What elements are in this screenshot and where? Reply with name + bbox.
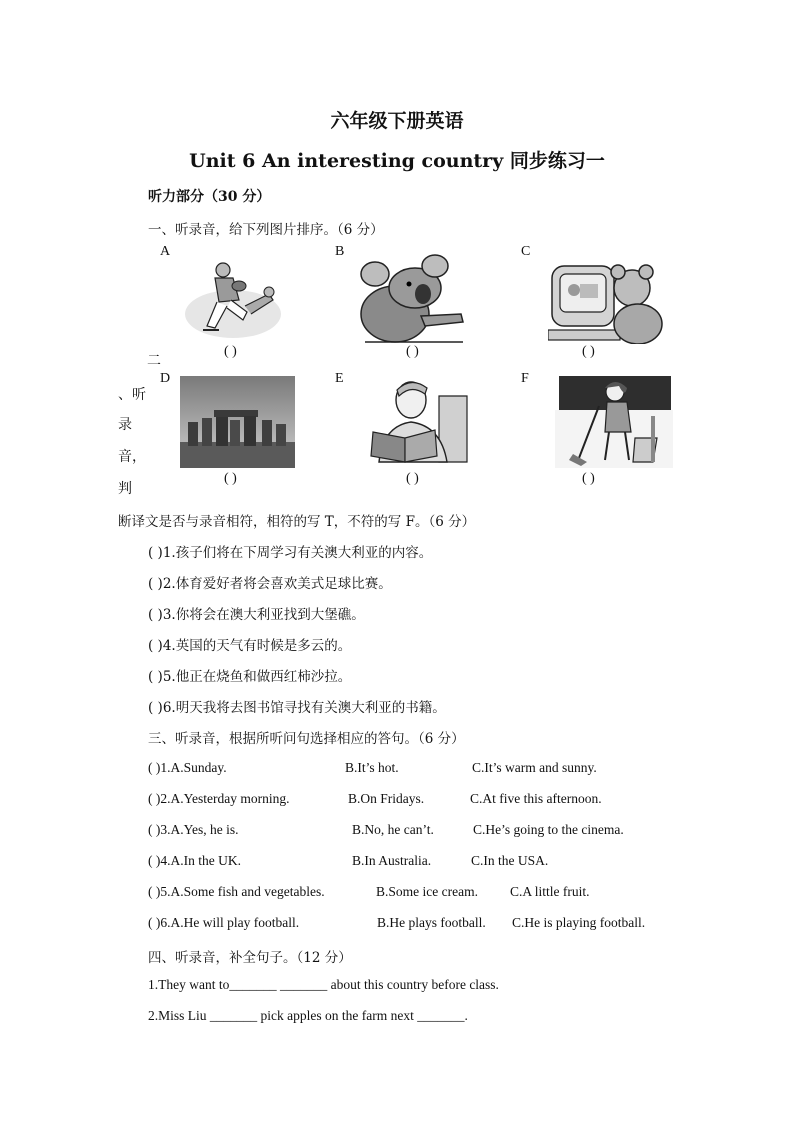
section2-heading-char: 录 <box>118 417 132 433</box>
section2-heading-char: 音， <box>118 449 146 465</box>
answer-paren-c[interactable]: ( ) <box>582 344 595 359</box>
section2-heading-char: 判 <box>118 481 132 497</box>
section2-heading: 断译文是否与录音相符，相符的写 T，不符的写 F。（6 分） <box>118 514 476 530</box>
picture-label-f: F <box>521 371 529 386</box>
section3-option-c: C.A little fruit. <box>510 884 590 899</box>
section3-option-a: ( )3.A.Yes, he is. <box>148 822 239 837</box>
picture-label-c: C <box>521 244 531 259</box>
section3-option-b: B.In Australia. <box>352 853 432 868</box>
picture-label-d: D <box>160 371 171 386</box>
section4-heading: 四、听录音，补全句子。（12 分） <box>148 950 352 966</box>
section3-option-b: B.No, he can’t. <box>352 822 434 837</box>
teddy-bear-computer-icon <box>548 256 668 344</box>
section3-option-b: B.Some ice cream. <box>376 884 478 899</box>
section3-option-a: ( )5.A.Some fish and vegetables. <box>148 884 325 899</box>
section3-option-b: B.He plays football. <box>377 915 486 930</box>
listening-part-heading: 听力部分（30 分） <box>148 189 271 205</box>
section2-heading-char: 二 <box>147 353 161 369</box>
section2-item: ( )3.你将会在澳大利亚找到大堡礁。 <box>148 607 365 623</box>
section3-heading: 三、听录音，根据所听问句选择相应的答句。（6 分） <box>148 731 465 747</box>
section4-item: 2.Miss Liu _______ pick apples on the farm next _______. <box>148 1008 468 1023</box>
section2-item: ( )4.英国的天气有时候是多云的。 <box>148 638 352 654</box>
section2-heading-char: 、听 <box>118 387 146 403</box>
section3-option-c: C.He’s going to the cinema. <box>473 822 624 837</box>
section2-item: ( )2.体育爱好者将会喜欢美式足球比赛。 <box>148 576 392 592</box>
section3-option-c: C.It’s warm and sunny. <box>472 760 597 775</box>
answer-paren-b[interactable]: ( ) <box>406 344 419 359</box>
rugby-player-icon <box>183 254 283 340</box>
picture-label-e: E <box>335 371 344 386</box>
section3-option-b: B.It’s hot. <box>345 760 399 775</box>
answer-paren-e[interactable]: ( ) <box>406 471 419 486</box>
man-reading-book-icon <box>355 376 469 464</box>
section3-option-a: ( )4.A.In the UK. <box>148 853 241 868</box>
stonehenge-icon <box>180 376 295 468</box>
picture-label-a: A <box>160 244 171 259</box>
picture-label-b: B <box>335 244 345 259</box>
koala-icon <box>355 254 467 344</box>
section4-item: 1.They want to_______ _______ about this country before class. <box>148 977 499 992</box>
section3-option-c: C.In the USA. <box>471 853 549 868</box>
section2-item: ( )1.孩子们将在下周学习有关澳大利亚的内容。 <box>148 545 433 561</box>
answer-paren-d[interactable]: ( ) <box>224 471 237 486</box>
answer-paren-a[interactable]: ( ) <box>224 344 237 359</box>
section3-option-c: C.He is playing football. <box>512 915 646 930</box>
section3-option-a: ( )6.A.He will play football. <box>148 915 300 930</box>
page-subtitle: Unit 6 An interesting country 同步练习一 <box>189 150 605 172</box>
page-title: 六年级下册英语 <box>330 110 464 132</box>
section3-option-a: ( )1.A.Sunday. <box>148 760 227 775</box>
section3-option-b: B.On Fridays. <box>348 791 425 806</box>
section3-option-a: ( )2.A.Yesterday morning. <box>148 791 290 806</box>
answer-paren-f[interactable]: ( ) <box>582 471 595 486</box>
section3-option-c: C.At five this afternoon. <box>470 791 602 806</box>
section1-heading: 一、听录音，给下列图片排序。（6 分） <box>148 222 384 238</box>
section2-item: ( )6.明天我将去图书馆寻找有关澳大利亚的书籍。 <box>148 700 446 716</box>
section2-item: ( )5.他正在烧鱼和做西红柿沙拉。 <box>148 669 352 685</box>
girl-sweeping-icon <box>555 376 673 468</box>
